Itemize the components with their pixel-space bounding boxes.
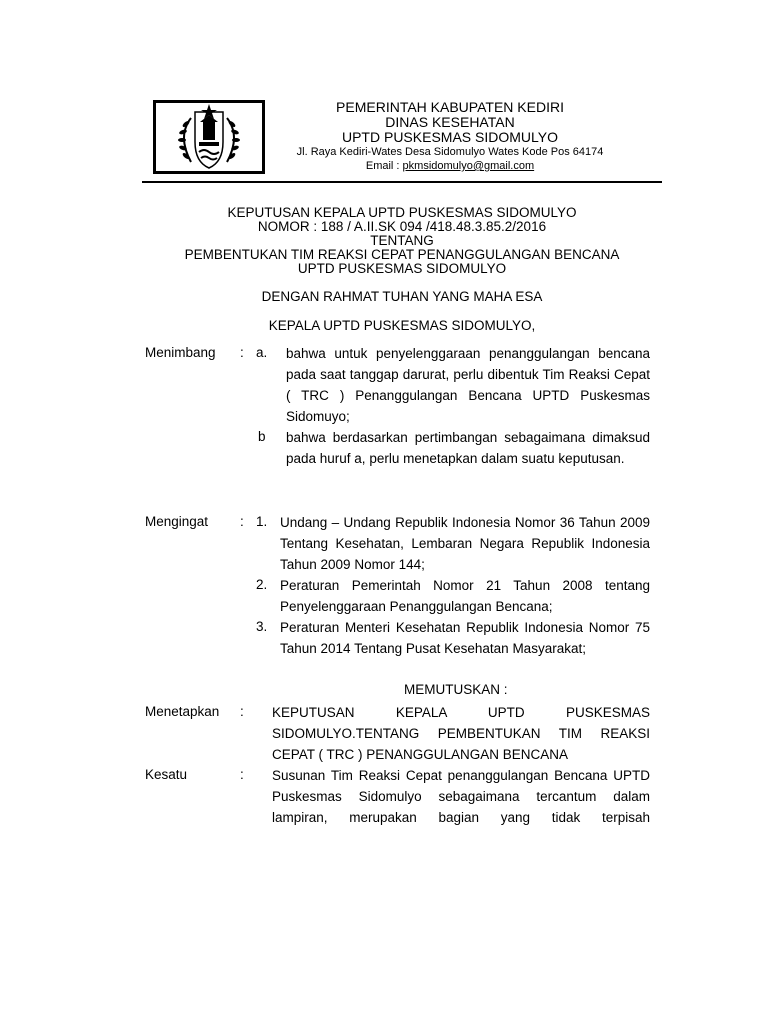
regency-emblem-logo (153, 100, 265, 174)
menimbang-colon: : (240, 345, 244, 360)
department-name: DINAS KESEHATAN (385, 114, 515, 130)
mengingat-marker-1: 1. (256, 514, 268, 529)
kesatu-text: Susunan Tim Reaksi Cepat penanggulangan Bencana UPTD Puskesmas Sidomulyo sebagaimana tercantum dalam lampiran, merupakan bagian yang tidak terpisah (272, 768, 650, 825)
mengingat-label: Mengingat (145, 514, 209, 529)
menimbang-label: Menimbang (145, 345, 216, 360)
government-name: PEMERINTAH KABUPATEN KEDIRI (336, 99, 564, 115)
mengingat-marker-2: 2. (256, 577, 268, 592)
title-line-1: KEPUTUSAN KEPALA UPTD PUSKESMAS SIDOMULYO (227, 205, 577, 220)
menimbang-marker-a: a. (256, 345, 268, 360)
menimbang-marker-b: b (258, 429, 266, 444)
menimbang-item-b: bahwa berdasarkan pertimbangan sebagaimana dimaksud pada huruf a, perlu menetapkan dalam suatu keputusan. (286, 430, 650, 466)
kesatu-label: Kesatu (145, 767, 188, 782)
decree-number: NOMOR : 188 / A.II.SK 094 /418.48.3.85.2/2016 (257, 219, 547, 234)
letterhead (270, 100, 630, 173)
mengingat-item-3: Peraturan Menteri Kesehatan Republik Indonesia Nomor 75 Tahun 2014 Tentang Pusat Kesehatan Masyarakat; (280, 620, 650, 656)
institution-name: UPTD PUSKESMAS SIDOMULYO (341, 129, 558, 145)
mengingat-marker-3: 3. (256, 619, 268, 634)
title-line-3: TENTANG (370, 233, 434, 248)
emblem-icon (153, 100, 265, 174)
authority-line: KEPALA UPTD PUSKESMAS SIDOMULYO, (268, 318, 536, 333)
mengingat-item-2: Peraturan Pemerintah Nomor 21 Tahun 2008 tentang Penyelenggaraan Penanggulangan Bencana; (280, 578, 650, 614)
title-line-4: PEMBENTUKAN TIM REAKSI CEPAT PENANGGULANGAN BENCANA (184, 247, 620, 262)
menetapkan-label: Menetapkan (145, 704, 220, 719)
blessing-line: DENGAN RAHMAT TUHAN YANG MAHA ESA (261, 289, 543, 304)
email-label: Email : (365, 160, 403, 172)
email-line (270, 159, 630, 173)
memutuskan-heading: MEMUTUSKAN : (404, 682, 508, 697)
email-link[interactable]: pkmsidomulyo@gmail.com (402, 160, 535, 172)
menimbang-item-a: bahwa untuk penyelenggaraan penanggulangan bencana pada saat tanggap darurat, perlu dibentuk Tim Reaksi Cepat ( TRC ) Penanggulangan Bencana UPTD Puskesmas Sidomuyo; (286, 346, 650, 424)
menetapkan-colon: : (240, 704, 244, 719)
mengingat-item-1: Undang – Undang Republik Indonesia Nomor 36 Tahun 2009 Tentang Kesehatan, Lembaran Negara Republik Indonesia Tahun 2009 Nomor 144; (280, 515, 650, 572)
address-line: Jl. Raya Kediri-Wates Desa Sidomulyo Wates Kode Pos 64174 (296, 146, 604, 158)
decree-title (142, 206, 662, 276)
mengingat-colon: : (240, 514, 244, 529)
kesatu-colon: : (240, 767, 244, 782)
letterhead-divider (142, 181, 662, 183)
title-line-5: UPTD PUSKESMAS SIDOMULYO (297, 261, 507, 276)
menetapkan-text: KEPUTUSAN KEPALA UPTD PUSKESMAS SIDOMULYO.TENTANG PEMBENTUKAN TIM REAKSI CEPAT ( TRC ) PENANGGULANGAN BENCANA (272, 705, 650, 762)
